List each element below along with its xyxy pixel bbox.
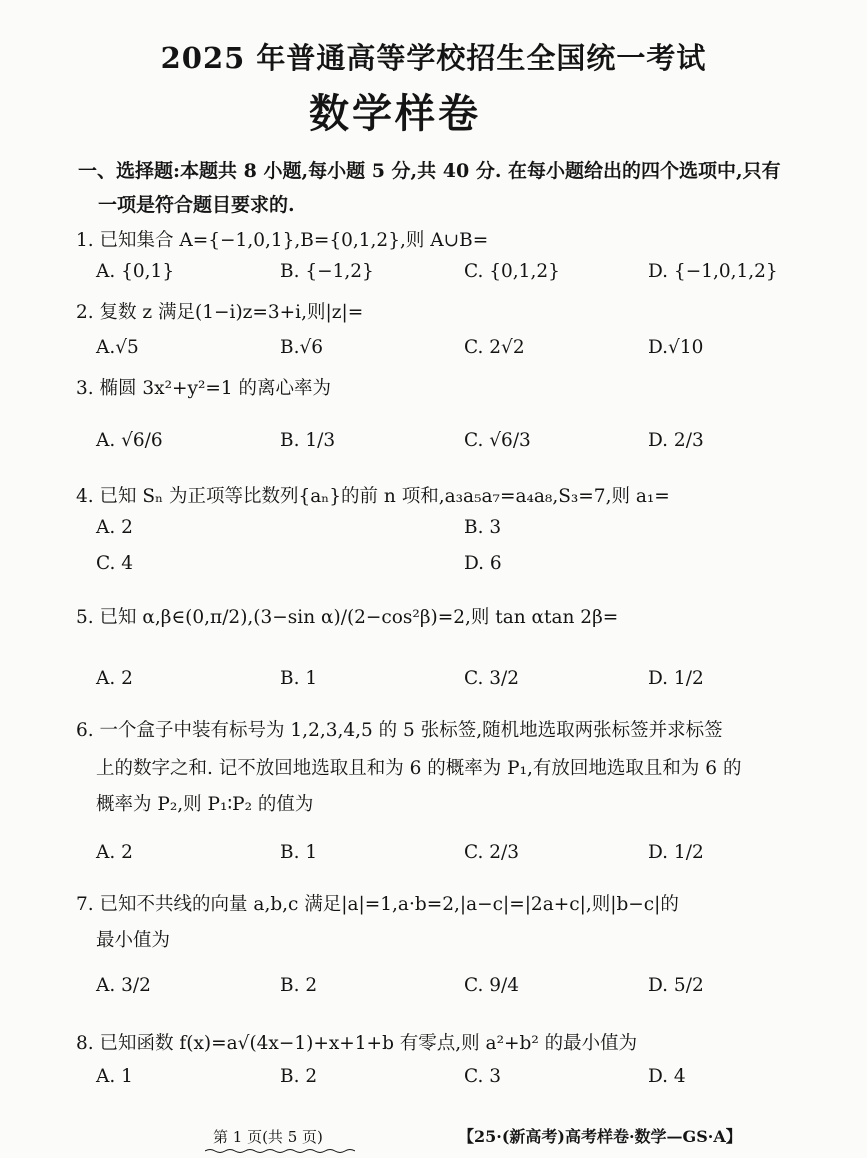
question-4-option-b: B. 3 [464, 517, 502, 538]
question-6-stem-line3: 概率为 P₂,则 P₁∶P₂ 的值为 [96, 794, 314, 815]
question-5-option-a: A. 2 [96, 668, 133, 689]
question-6-option-c: C. 2/3 [464, 842, 520, 863]
question-6-option-d: D. 1/2 [648, 842, 704, 863]
question-1-option-a: A. {0,1} [96, 261, 175, 282]
question-4-option-a: A. 2 [96, 517, 133, 538]
question-5-option-d: D. 1/2 [648, 668, 704, 689]
question-8-option-c: C. 3 [464, 1066, 502, 1087]
question-5-option-b: B. 1 [280, 668, 318, 689]
question-3-option-b: B. 1/3 [280, 430, 336, 451]
question-3-option-c: C. √6/3 [464, 430, 531, 451]
question-7-stem-line1: 7. 已知不共线的向量 a,b,c 满足|a|=1,a·b=2,|a−c|=|2a+c|,则|b−c|的 [76, 894, 679, 915]
question-3-option-d: D. 2/3 [648, 430, 704, 451]
exam-subtitle: 数学样卷 [309, 90, 481, 137]
question-7-option-c: C. 9/4 [464, 975, 520, 996]
question-8-stem: 8. 已知函数 f(x)=a√(4x−1)+x+1+b 有零点,则 a²+b² 的最小值为 [76, 1033, 638, 1054]
question-4-stem: 4. 已知 Sₙ 为正项等比数列{aₙ}的前 n 项和,a₃a₅a₇=a₄a₈,S₃=7,则 a₁= [76, 486, 670, 507]
question-5-stem: 5. 已知 α,β∈(0,π/2),(3−sin α)/(2−cos²β)=2,则 tan αtan 2β= [76, 607, 619, 628]
question-6-option-a: A. 2 [96, 842, 133, 863]
question-4-option-c: C. 4 [96, 553, 134, 574]
question-7-option-d: D. 5/2 [648, 975, 704, 996]
question-6-stem-line2: 上的数字之和. 记不放回地选取且和为 6 的概率为 P₁,有放回地选取且和为 6 的 [96, 758, 742, 779]
question-8-option-a: A. 1 [96, 1066, 133, 1087]
paper-code: 【25·(新高考)高考样卷·数学—GS·A】 [458, 1127, 742, 1146]
question-2-option-c: C. 2√2 [464, 337, 525, 358]
question-3-option-a: A. √6/6 [96, 430, 163, 451]
page-number: 第 1 页(共 5 页) [213, 1128, 323, 1146]
section-heading-line1: 一、选择题:本题共 8 小题,每小题 5 分,共 40 分. 在每小题给出的四个选项中,只有 [78, 160, 781, 182]
question-2-option-d: D.√10 [648, 337, 704, 358]
question-1-option-c: C. {0,1,2} [464, 261, 560, 282]
question-2-stem: 2. 复数 z 满足(1−i)z=3+i,则|z|= [76, 302, 364, 323]
question-8-option-d: D. 4 [648, 1066, 686, 1087]
question-5-option-c: C. 3/2 [464, 668, 520, 689]
question-2-option-b: B.√6 [280, 337, 324, 358]
question-3-stem: 3. 椭圆 3x²+y²=1 的离心率为 [76, 378, 332, 399]
section-heading-line2: 一项是符合题目要求的. [98, 194, 295, 216]
exam-title: 2025 年普通高等学校招生全国统一考试 [160, 41, 707, 75]
question-7-option-a: A. 3/2 [96, 975, 151, 996]
question-6-stem-line1: 6. 一个盒子中装有标号为 1,2,3,4,5 的 5 张标签,随机地选取两张标签并求标签 [76, 720, 723, 741]
question-2-option-a: A.√5 [96, 337, 139, 358]
question-7-option-b: B. 2 [280, 975, 318, 996]
wavy-underline [205, 1148, 355, 1154]
question-1-option-d: D. {−1,0,1,2} [648, 261, 778, 282]
question-1-option-b: B. {−1,2} [280, 261, 374, 282]
question-7-stem-line2: 最小值为 [96, 930, 171, 951]
question-6-option-b: B. 1 [280, 842, 318, 863]
question-1-stem: 1. 已知集合 A={−1,0,1},B={0,1,2},则 A∪B= [76, 230, 489, 251]
question-8-option-b: B. 2 [280, 1066, 318, 1087]
question-4-option-d: D. 6 [464, 553, 502, 574]
